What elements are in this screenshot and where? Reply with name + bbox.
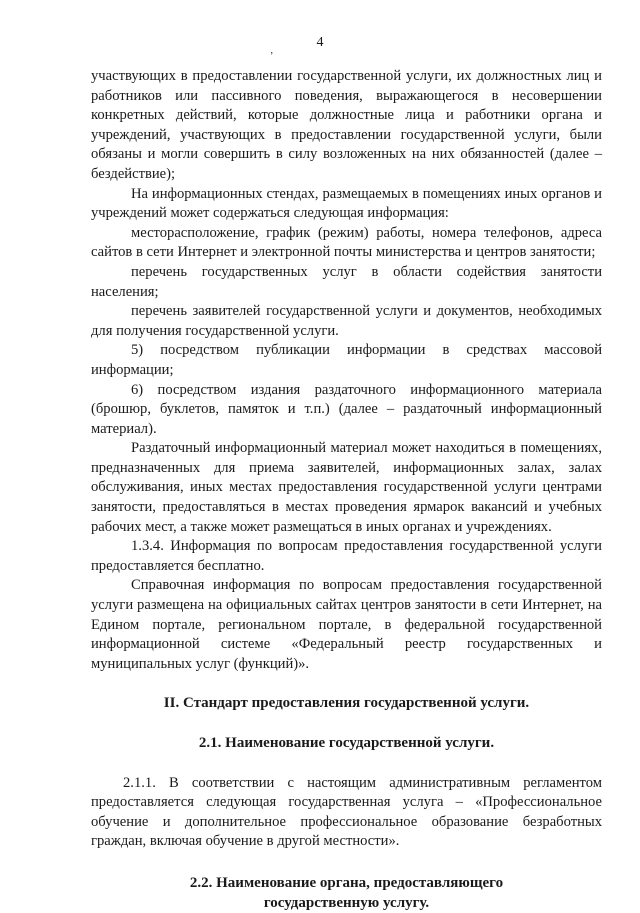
paragraph: 5) посредством публикации информации в средствах массовой информации; [91, 342, 602, 378]
paragraph: участвующих в предоставлении государственной услуги, их должностных лиц и работников или пассивного поведения, выражающегося в несовершении конкретных действий, которые должностные лица и работники органа и учреждений, участвующих в предоставлении государственной услуги, были обязаны и могли совершить в силу возложенных на них обязанностей (далее – бездействие); [91, 68, 602, 182]
paragraph: 1.3.4. Информация по вопросам предоставления государственной услуги предоставляется бесплатно. [91, 538, 602, 574]
scan-speck: ’ [270, 51, 274, 62]
paragraph: 2.1.1. В соответствии с настоящим административным регламентом предоставляется следующая государственная услуга – «Профессиональное обучение и дополнительное профессиональное образование безработных граждан, включая обучение в другой местности». [91, 774, 602, 850]
subsection-heading-line1: 2.2. Наименование органа, предоставляющего [189, 874, 504, 891]
paragraph: Раздаточный информационный материал может находиться в помещениях, предназначенных для приема заявителей, информационных залах, залах обслуживания, иных местах предоставления государственной услуги центрами занятости, предоставляться в местах проведения ярмарок вакансий и учебных рабочих мест, а также может размещаться в иных органах и учреждениях. [91, 440, 602, 535]
section-heading: II. Стандарт предоставления государственной услуги. [163, 695, 530, 712]
page-number: 4 [316, 35, 324, 50]
paragraph: перечень заявителей государственной услуги и документов, необходимых для получения государственной услуги. [91, 303, 602, 339]
paragraph: месторасположение, график (режим) работы, номера телефонов, адреса сайтов в сети Интернет и электронной почты министерства и центров занятости; [91, 224, 602, 261]
document-body [91, 67, 602, 913]
subsection-heading-line2: государственную услугу. [263, 894, 430, 911]
paragraph: На информационных стендах, размещаемых в помещениях иных органов и учреждений может содержаться следующая информация: [91, 185, 602, 222]
paragraph: 6) посредством издания раздаточного информационного материала (брошюр, буклетов, памяток и т.п.) (далее – раздаточный информационный материал). [91, 381, 602, 437]
paragraph: перечень государственных услуг в области содействия занятости населения; [91, 263, 602, 300]
paragraph: Справочная информация по вопросам предоставления государственной услуги размещена на официальных сайтах центров занятости в сети Интернет, на Едином портале, региональном портале, в федеральной государственной информационной системе «Федеральный реестр государственных и муниципальных услуг (функций)». [91, 577, 602, 672]
subsection-heading: 2.1. Наименование государственной услуги. [198, 735, 495, 751]
